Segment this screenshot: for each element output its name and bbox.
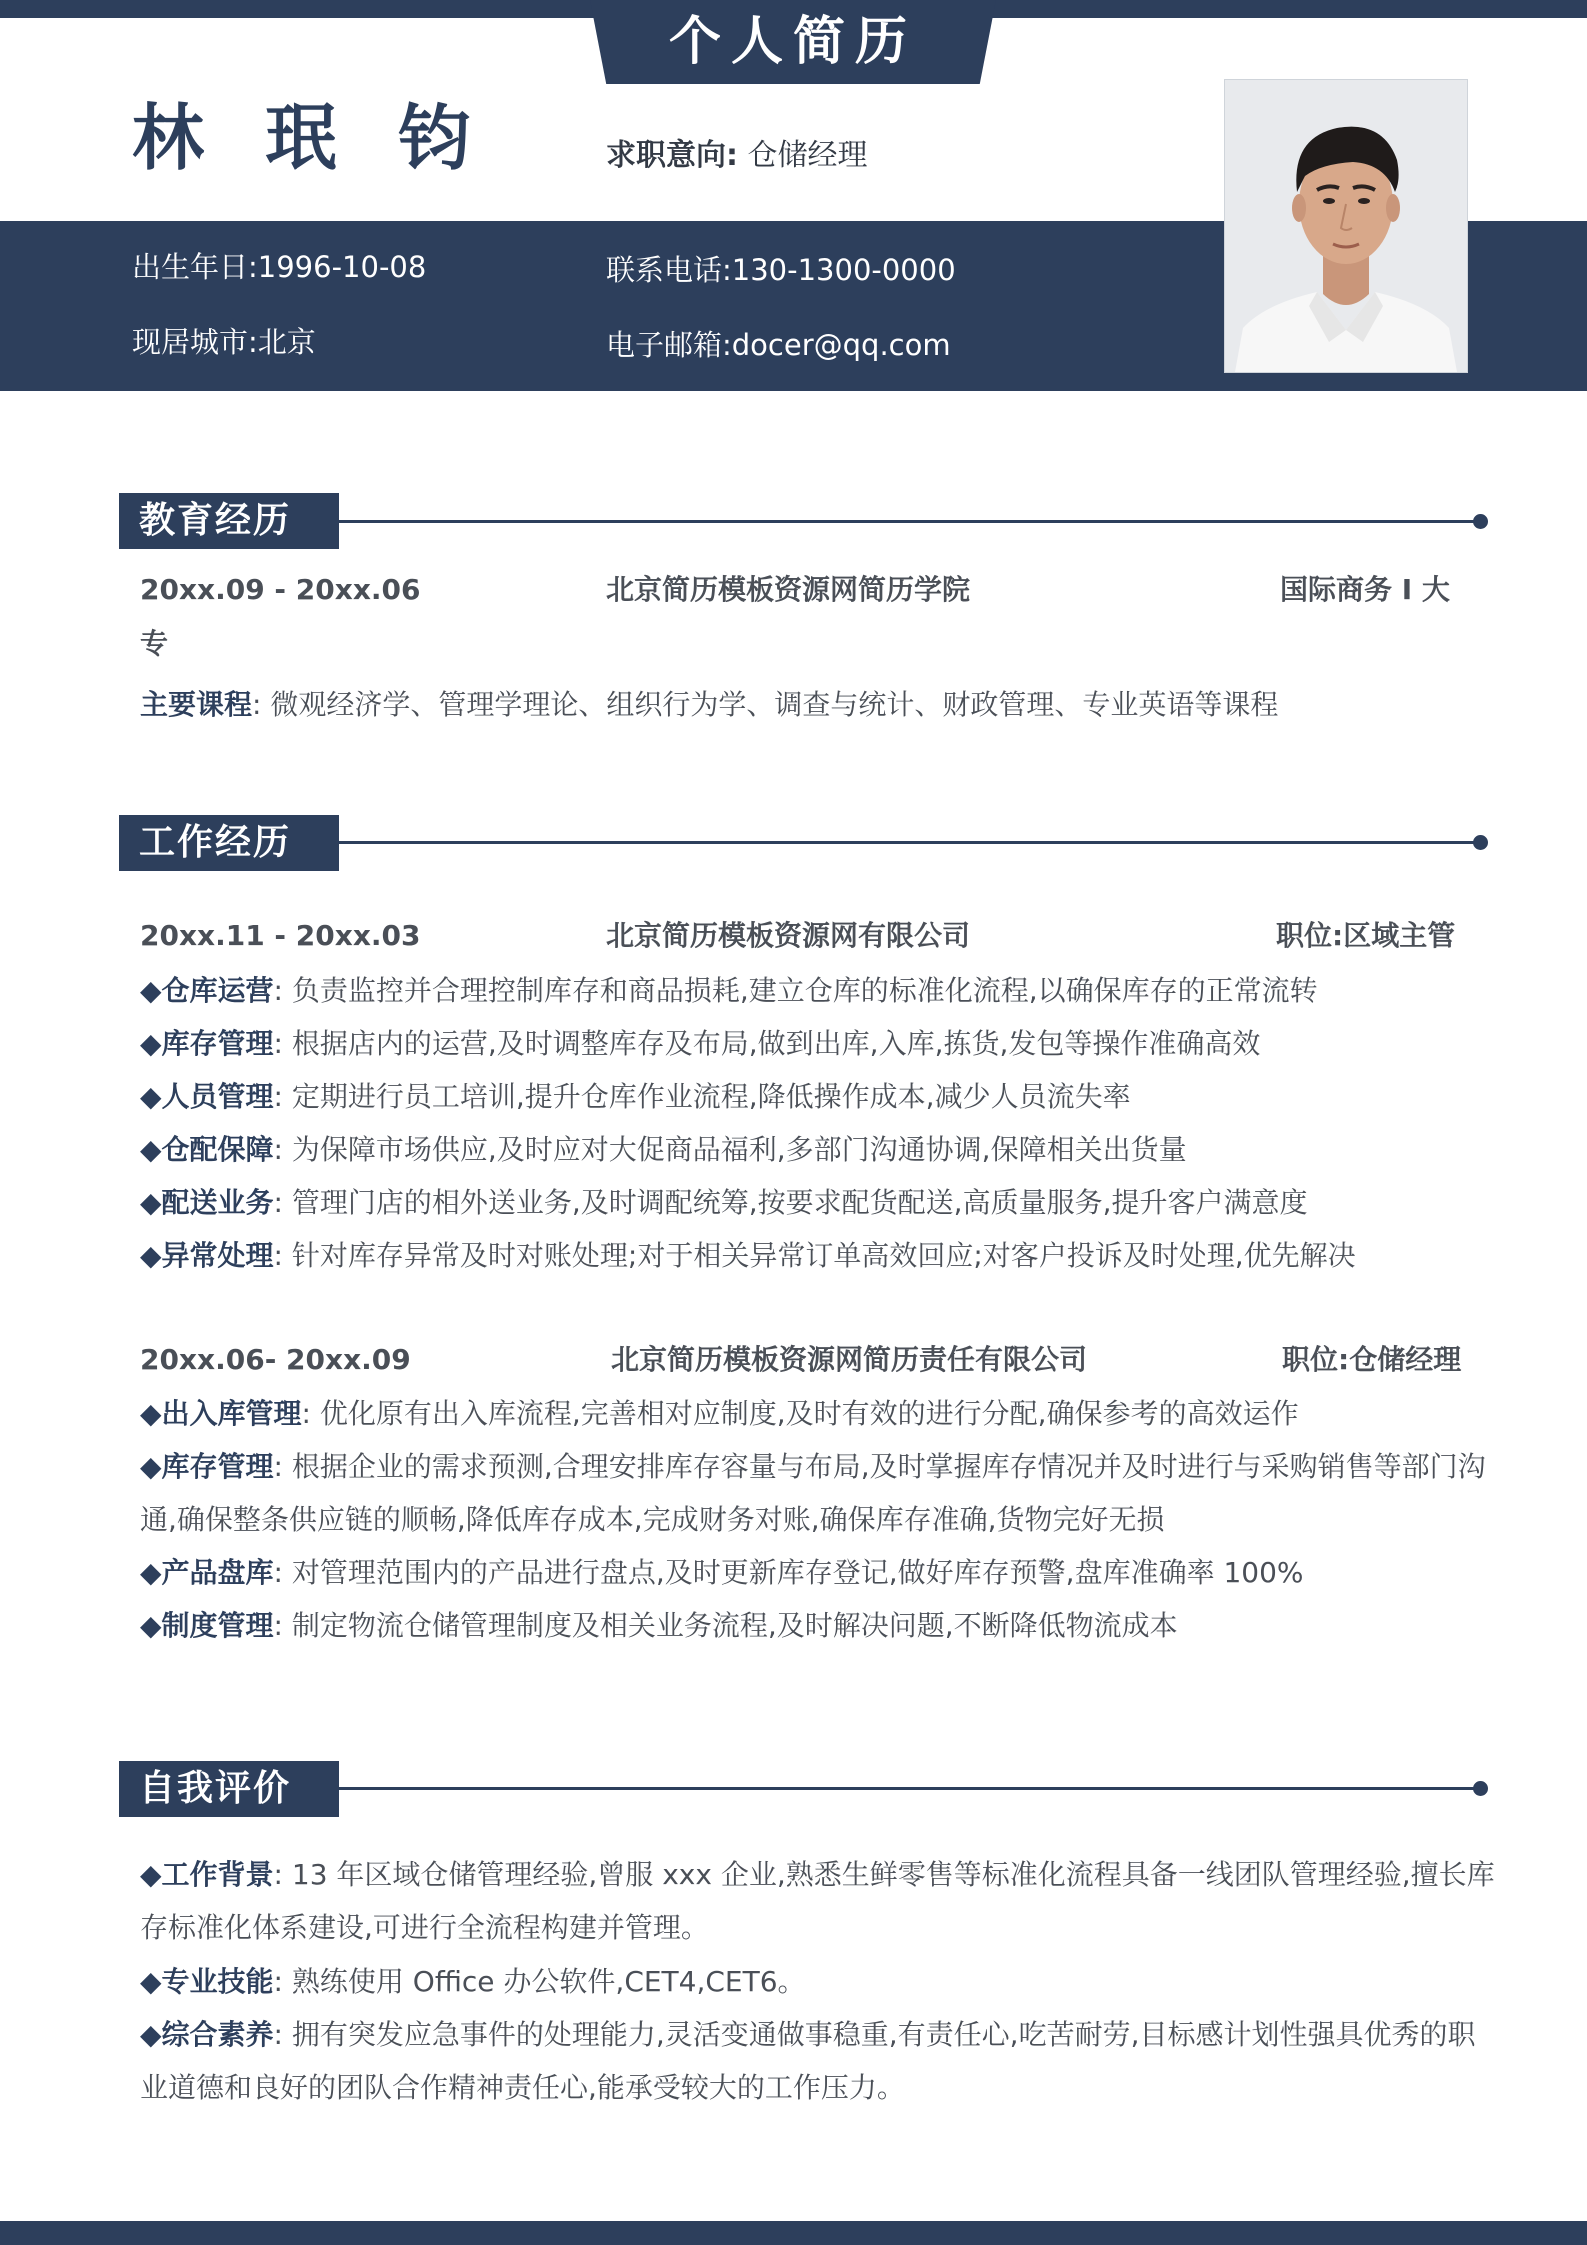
- education-divider: [339, 520, 1481, 523]
- job2-item-key: ◆产品盘库: [140, 1556, 274, 1589]
- job1-item-text: : 为保障市场供应,及时应对大促商品福利,多部门沟通协调,保障相关出货量: [273, 1133, 1187, 1166]
- self-eval-heading: [119, 1761, 339, 1817]
- job2-period: 20xx.06- 20xx.09: [140, 1343, 411, 1376]
- candidate-name: 林 珉 钧: [132, 96, 489, 180]
- job2-item: [140, 1546, 1304, 1599]
- job2-item-key: ◆库存管理: [140, 1450, 274, 1483]
- birth-date: 出生年日:1996-10-08: [132, 250, 427, 284]
- job2-item-text: : 制定物流仓储管理制度及相关业务流程,及时解决问题,不断降低物流成本: [273, 1609, 1178, 1642]
- job1-item-key: ◆仓配保障: [140, 1133, 274, 1166]
- profile-photo: [1224, 79, 1468, 373]
- job2-item-text: : 根据企业的需求预测,合理安排库存容量与布局,及时掌握库存情况并及时进行与采购销售等部门沟通,确保整条供应链的顺畅,降低库存成本,完成财务对账,确保库存准确,货物完好无损: [140, 1450, 1486, 1536]
- job2-item: [140, 1440, 1500, 1546]
- job2-item: [140, 1387, 1299, 1440]
- job2-position: 职位:仓储经理: [1282, 1343, 1462, 1376]
- education-heading-label: 教育经历: [139, 500, 292, 541]
- self-eval-text: : 拥有突发应急事件的处理能力,灵活变通做事稳重,有责任心,吃苦耐劳,目标感计划性强具优秀的职业道德和良好的团队合作精神责任心,能承受较大的工作压力。: [140, 2018, 1476, 2104]
- self-eval-key: ◆综合素养: [140, 2018, 274, 2051]
- job2-item: [140, 1599, 1178, 1652]
- job1-item: [140, 964, 1318, 1017]
- self-eval-item: [140, 1955, 806, 2008]
- edu-period: 20xx.09 - 20xx.06: [140, 573, 421, 606]
- job1-item-key: ◆库存管理: [140, 1027, 274, 1060]
- self-eval-heading-label: 自我评价: [139, 1768, 292, 1809]
- work-heading: [119, 815, 339, 871]
- self-eval-item: [140, 1848, 1500, 1954]
- job1-item: [140, 1176, 1308, 1229]
- work-divider-dot: [1473, 835, 1488, 850]
- self-eval-divider: [339, 1787, 1481, 1790]
- resume-title: 个人简历: [668, 12, 917, 72]
- edu-major: 国际商务 I 大: [1280, 573, 1450, 606]
- education-heading: [119, 493, 339, 549]
- work-heading-label: 工作经历: [139, 822, 292, 863]
- job2-item-text: : 优化原有出入库流程,完善相对应制度,及时有效的进行分配,确保参考的高效运作: [301, 1397, 1299, 1430]
- job1-item-key: ◆配送业务: [140, 1186, 274, 1219]
- job1-position: 职位:区域主管: [1276, 919, 1456, 952]
- job1-item: [140, 1017, 1260, 1070]
- job2-item-text: : 对管理范围内的产品进行盘点,及时更新库存登记,做好库存预警,盘库准确率 100%: [273, 1556, 1304, 1589]
- self-eval-text: : 熟练使用 Office 办公软件,CET4,CET6。: [273, 1965, 806, 1998]
- job-intent-value: 仓储经理: [747, 138, 868, 173]
- edu-degree-wrap: 专: [140, 627, 169, 660]
- job1-item-key: ◆人员管理: [140, 1080, 274, 1113]
- self-eval-text: : 13 年区域仓储管理经验,曾服 xxx 企业,熟悉生鲜零售等标准化流程具备一线团队管理经验,擅长库存标准化体系建设,可进行全流程构建并管理。: [140, 1858, 1495, 1944]
- job1-item: [140, 1229, 1356, 1282]
- self-eval-item: [140, 2008, 1500, 2114]
- job1-item-key: ◆仓库运营: [140, 974, 274, 1007]
- email-address: 电子邮箱:docer@qq.com: [606, 328, 951, 362]
- job-intent-label: 求职意向:: [606, 138, 738, 173]
- job1-item: [140, 1123, 1187, 1176]
- job2-item-key: ◆制度管理: [140, 1609, 274, 1642]
- bottom-accent-bar: [0, 2221, 1587, 2245]
- job1-period: 20xx.11 - 20xx.03: [140, 919, 421, 952]
- current-city: 现居城市:北京: [132, 325, 316, 359]
- edu-courses-text: : 微观经济学、管理学理论、组织行为学、调查与统计、财政管理、专业英语等课程: [252, 688, 1279, 721]
- work-divider: [339, 841, 1481, 844]
- job2-item-key: ◆出入库管理: [140, 1397, 302, 1430]
- job-intent: [606, 136, 868, 176]
- job1-company: 北京简历模板资源网有限公司: [606, 919, 971, 952]
- self-eval-key: ◆专业技能: [140, 1965, 274, 1998]
- edu-courses-label: 主要课程: [140, 688, 253, 721]
- job1-item-text: : 负责监控并合理控制库存和商品损耗,建立仓库的标准化流程,以确保库存的正常流转: [273, 974, 1318, 1007]
- job1-item-text: : 针对库存异常及时对账处理;对于相关异常订单高效回应;对客户投诉及时处理,优先解决: [273, 1239, 1356, 1272]
- self-eval-divider-dot: [1473, 1781, 1488, 1796]
- job1-item-text: : 根据店内的运营,及时调整库存及布局,做到出库,入库,拣货,发包等操作准确高效: [273, 1027, 1261, 1060]
- edu-school: 北京简历模板资源网简历学院: [606, 573, 971, 606]
- self-eval-key: ◆工作背景: [140, 1858, 274, 1891]
- job1-item: [140, 1070, 1131, 1123]
- job2-company: 北京简历模板资源网简历责任有限公司: [611, 1343, 1088, 1376]
- edu-courses: [140, 678, 1278, 731]
- job1-item-text: : 管理门店的相外送业务,及时调配统筹,按要求配货配送,高质量服务,提升客户满意度: [273, 1186, 1308, 1219]
- education-divider-dot: [1473, 514, 1488, 529]
- person-portrait-icon: [1225, 80, 1467, 372]
- job1-item-text: : 定期进行员工培训,提升仓库作业流程,降低操作成本,减少人员流失率: [273, 1080, 1131, 1113]
- phone-number: 联系电话:130-1300-0000: [606, 253, 956, 287]
- job1-item-key: ◆异常处理: [140, 1239, 274, 1272]
